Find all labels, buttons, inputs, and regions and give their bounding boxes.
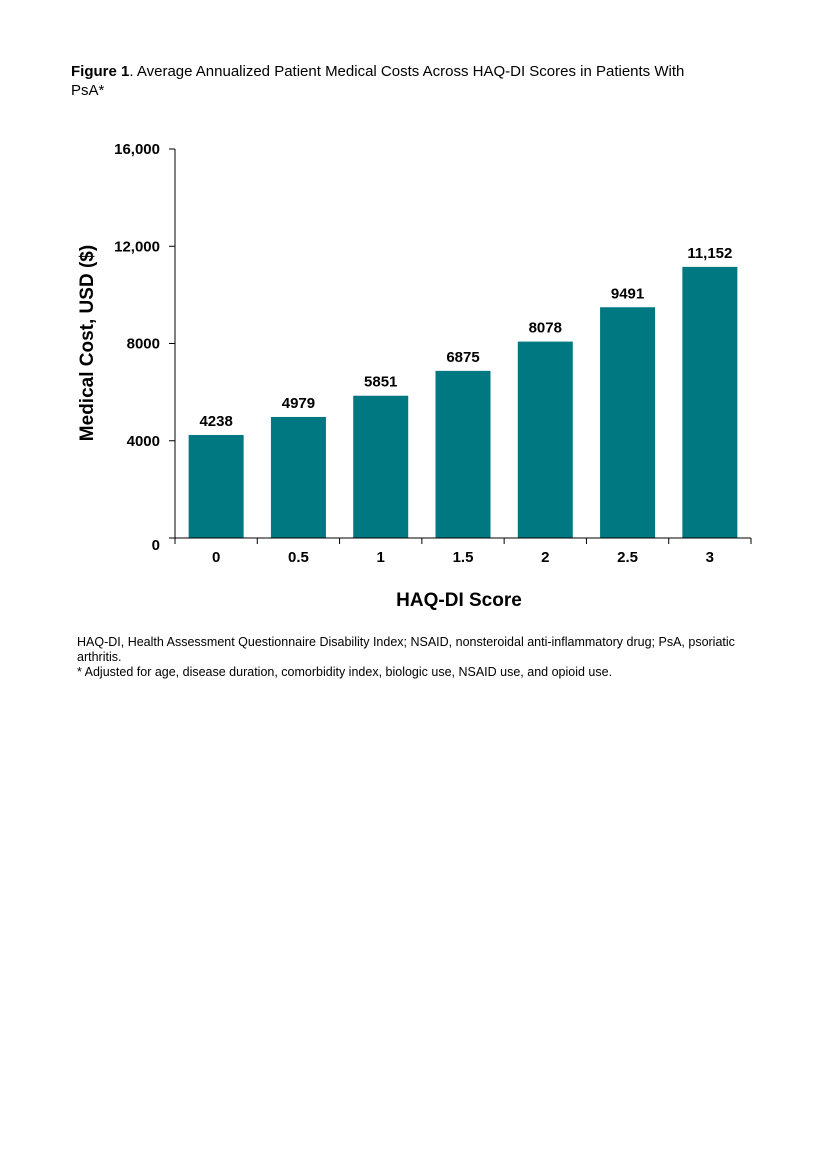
- x-axis-ticks: [175, 538, 751, 566]
- x-tick-label: 2.5: [617, 549, 639, 566]
- y-axis-ticks: [114, 141, 175, 554]
- bar: [682, 267, 737, 538]
- x-tick-label: 1.5: [452, 549, 474, 566]
- bar-value-label: 4979: [281, 394, 316, 412]
- bar-value-label: 11,152: [687, 244, 733, 262]
- x-tick-label: 2: [541, 549, 550, 566]
- bar-value-label: 6875: [446, 348, 480, 366]
- y-tick-label: 8000: [126, 335, 160, 353]
- y-axis-title: Medical Cost, USD ($): [77, 244, 98, 442]
- y-tick-label: 4000: [126, 432, 160, 450]
- x-axis-title: HAQ-DI Score: [396, 590, 522, 611]
- figure-label: Figure 1: [71, 63, 130, 80]
- x-tick-label: 1: [376, 549, 385, 566]
- bar-value-label: 8078: [528, 319, 562, 337]
- x-tick-label: 3: [705, 549, 715, 566]
- bar: [271, 417, 326, 538]
- bar: [436, 371, 491, 538]
- bar-value-label: 9491: [610, 285, 645, 303]
- bar-value-label: 4238: [199, 412, 233, 430]
- bar: [518, 342, 573, 538]
- figure-caption: . Average Annualized Patient Medical Costs Across HAQ-DI Scores in Patients With PsA*: [71, 63, 685, 99]
- y-tick-label: 0: [151, 537, 160, 554]
- x-tick-label: 0: [211, 549, 221, 566]
- bar-value-label: 5851: [364, 373, 398, 391]
- bar: [600, 307, 655, 538]
- abbreviations-footnote: HAQ-DI, Health Assessment Questionnaire Disability Index; NSAID, nonsteroidal anti-inflammatory drug; PsA, psoriatic arthritis.: [77, 635, 735, 664]
- adjustment-footnote: * Adjusted for age, disease duration, comorbidity index, biologic use, NSAID use, and opioid use.: [77, 665, 613, 679]
- footnotes: [77, 635, 737, 680]
- bar: [189, 435, 244, 538]
- bar: [353, 396, 408, 538]
- bars: [189, 267, 738, 538]
- x-tick-label: 0.5: [287, 549, 309, 566]
- y-tick-label: 12,000: [114, 238, 160, 256]
- y-tick-label: 16,000: [114, 141, 160, 158]
